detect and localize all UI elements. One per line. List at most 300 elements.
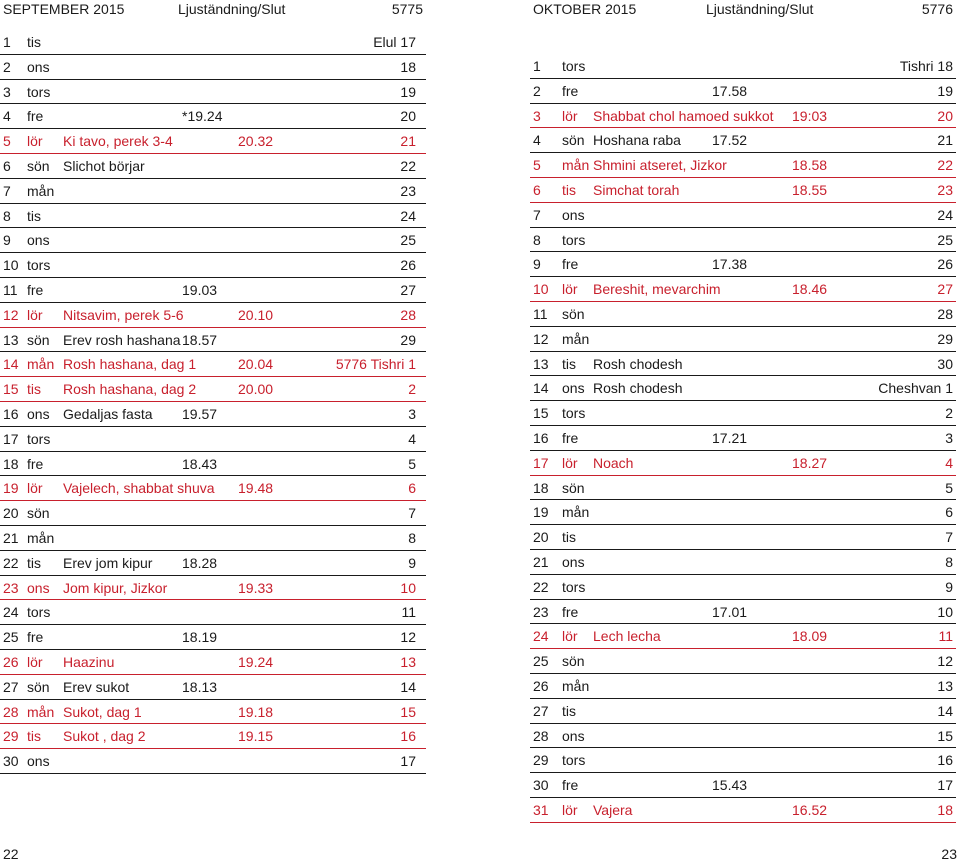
hebrew-date: 22: [400, 157, 416, 174]
day-number: 10: [3, 257, 19, 274]
hebrew-date: 16: [937, 752, 953, 769]
candle-time: 20.32: [238, 133, 274, 150]
candle-time: 20.00: [238, 381, 274, 398]
hebrew-date: 26: [937, 256, 953, 273]
weekday: sön: [27, 678, 50, 695]
table-row: [0, 179, 426, 204]
candle-time: 19.33: [238, 579, 274, 596]
hebrew-date: 21: [937, 132, 953, 149]
weekday: mån: [562, 157, 590, 174]
day-number: 15: [3, 381, 19, 398]
month-header: [530, 0, 956, 20]
candle-time: 20.10: [238, 306, 274, 323]
weekday: sön: [27, 157, 50, 174]
table-row: [530, 724, 956, 749]
weekday: tors: [27, 430, 51, 447]
hebrew-date: 29: [400, 331, 416, 348]
hebrew-year: 5775: [391, 1, 423, 17]
weekday: fre: [562, 256, 579, 273]
hebrew-date: 7: [408, 505, 416, 522]
event-name: Erev jom kipur: [63, 554, 153, 571]
table-row: [0, 724, 426, 749]
day-number: 12: [533, 330, 549, 347]
table-row: [0, 402, 426, 427]
candle-time: 19.03: [182, 281, 218, 298]
table-row: [530, 798, 956, 823]
day-number: 11: [3, 281, 18, 298]
day-number: 21: [3, 529, 19, 546]
month-title: SEPTEMBER 2015: [3, 1, 125, 17]
table-row: [530, 401, 956, 426]
hebrew-date: 24: [400, 207, 416, 224]
candle-time: 19:03: [792, 107, 828, 124]
day-number: 17: [3, 430, 19, 447]
candle-time: 18.58: [792, 157, 828, 174]
hebrew-date: 2: [408, 381, 416, 398]
column-title: Ljuständning/Slut: [178, 1, 286, 17]
candle-time: 18.55: [792, 181, 828, 198]
table-row: [530, 128, 956, 153]
table-row: [530, 203, 956, 228]
column-title: Ljuständning/Slut: [706, 1, 814, 17]
candle-time: 19.57: [182, 405, 218, 422]
hebrew-date: 12: [400, 629, 416, 646]
candle-time: 17.38: [712, 256, 748, 273]
weekday: fre: [27, 455, 44, 472]
hebrew-date: 27: [400, 281, 416, 298]
table-row: [530, 153, 956, 178]
day-number: 1: [533, 58, 541, 74]
hebrew-date: 18: [937, 801, 953, 818]
weekday: lör: [562, 801, 578, 818]
day-number: 14: [533, 380, 549, 397]
weekday: ons: [562, 727, 585, 744]
weekday: tis: [562, 355, 576, 372]
hebrew-date: 23: [937, 181, 953, 198]
day-number: 18: [3, 455, 19, 472]
day-number: 9: [3, 232, 11, 249]
day-number: 27: [3, 678, 19, 695]
candle-time: 17.58: [712, 82, 748, 99]
hebrew-date: 15: [400, 703, 416, 720]
weekday: fre: [27, 629, 44, 646]
hebrew-date: 5: [408, 455, 416, 472]
weekday: ons: [562, 553, 585, 570]
event-name: Vajelech, shabbat shuva: [63, 480, 215, 497]
hebrew-date: 8: [945, 553, 953, 570]
weekday: sön: [562, 653, 585, 670]
weekday: ons: [27, 579, 50, 596]
weekday: ons: [27, 753, 50, 770]
hebrew-date: 14: [937, 702, 953, 719]
candle-time: 17.52: [712, 132, 748, 149]
day-number: 2: [533, 82, 541, 99]
day-number: 23: [533, 603, 549, 620]
event-name: Ki tavo, perek 3-4: [63, 133, 173, 150]
hebrew-date: 15: [937, 727, 953, 744]
day-number: 3: [3, 83, 11, 100]
candle-time: 16.52: [792, 801, 828, 818]
hebrew-date: 25: [400, 232, 416, 249]
hebrew-date: 18: [400, 58, 416, 75]
day-number: 28: [3, 703, 19, 720]
weekday: ons: [27, 232, 50, 249]
hebrew-date: 8: [408, 529, 416, 546]
candle-time: 18.28: [182, 554, 218, 571]
day-number: 22: [533, 578, 549, 595]
weekday: sön: [562, 132, 585, 149]
table-row: [0, 80, 426, 105]
weekday: lör: [562, 454, 578, 471]
weekday: tors: [562, 752, 586, 769]
hebrew-date: 19: [937, 82, 953, 99]
day-number: 23: [3, 579, 19, 596]
day-number: 4: [533, 132, 541, 149]
table-row: [0, 204, 426, 229]
event-name: Shmini atseret, Jizkor: [593, 157, 727, 174]
table-row: [530, 252, 956, 277]
candle-time: 19.24: [238, 653, 274, 670]
day-number: 24: [533, 628, 549, 645]
table-row: [0, 427, 426, 452]
hebrew-date: 10: [400, 579, 416, 596]
weekday: tis: [27, 207, 41, 224]
candle-time: 19.48: [238, 480, 274, 497]
weekday: sön: [562, 479, 585, 496]
hebrew-date: 10: [937, 603, 953, 620]
event-name: Jom kipur, Jizkor: [63, 579, 168, 596]
weekday: lör: [27, 306, 43, 323]
day-number: 26: [3, 653, 19, 670]
table-row: [0, 675, 426, 700]
day-list: [0, 30, 426, 774]
day-number: 2: [3, 58, 11, 75]
day-number: 22: [3, 554, 19, 571]
weekday: fre: [27, 281, 44, 298]
day-number: 4: [3, 108, 11, 125]
table-row: [0, 452, 426, 477]
day-number: 21: [533, 553, 549, 570]
weekday: fre: [562, 82, 579, 99]
table-row: [0, 551, 426, 576]
table-row: [530, 600, 956, 625]
table-row: [0, 352, 426, 377]
day-number: 12: [3, 306, 19, 323]
weekday: lör: [27, 480, 43, 497]
hebrew-date: 30: [937, 355, 953, 372]
table-row: [530, 104, 956, 129]
table-row: [0, 749, 426, 774]
hebrew-date: 20: [400, 108, 416, 125]
candle-time: 18.43: [182, 455, 218, 472]
table-row: [0, 30, 426, 55]
day-number: 24: [3, 604, 19, 621]
event-name: Noach: [593, 454, 634, 471]
event-name: Rosh chodesh: [593, 380, 683, 397]
day-number: 18: [533, 479, 549, 496]
day-number: 15: [533, 405, 549, 422]
candle-time: 19.18: [238, 703, 274, 720]
table-row: [0, 600, 426, 625]
hebrew-date: 4: [945, 454, 953, 471]
october-calendar: [530, 0, 956, 818]
table-row: [0, 625, 426, 650]
day-number: 7: [533, 206, 541, 223]
table-row: [530, 426, 956, 451]
table-row: [530, 327, 956, 352]
table-row: [530, 352, 956, 377]
weekday: tis: [562, 181, 576, 198]
day-number: 29: [3, 728, 19, 745]
day-number: 13: [533, 355, 549, 372]
day-number: 30: [533, 777, 549, 794]
table-row: [0, 129, 426, 154]
candle-time: 20.04: [238, 356, 274, 373]
hebrew-date: 7: [945, 529, 953, 546]
day-number: 6: [533, 181, 541, 198]
weekday: tors: [562, 405, 586, 422]
weekday: lör: [27, 133, 43, 150]
candle-time: 18.19: [182, 629, 218, 646]
weekday: sön: [27, 505, 50, 522]
hebrew-date: Cheshvan 1: [878, 380, 953, 397]
weekday: mån: [27, 529, 55, 546]
candle-time: 17.21: [712, 429, 748, 446]
event-name: Erev rosh hashana: [63, 331, 181, 348]
hebrew-date: 11: [401, 604, 416, 621]
hebrew-date: 13: [937, 677, 953, 694]
day-number: 26: [533, 677, 549, 694]
weekday: tors: [562, 578, 586, 595]
day-number: 9: [533, 256, 541, 273]
weekday: fre: [562, 777, 579, 794]
day-number: 16: [3, 405, 19, 422]
weekday: tors: [562, 231, 586, 248]
event-name: Simchat torah: [593, 181, 680, 198]
september-calendar: [0, 0, 426, 770]
table-row: [0, 501, 426, 526]
weekday: tis: [27, 34, 41, 50]
table-row: [530, 302, 956, 327]
weekday: ons: [562, 380, 585, 397]
weekday: lör: [562, 628, 578, 645]
weekday: tors: [27, 257, 51, 274]
month-title: OKTOBER 2015: [533, 1, 637, 17]
day-number: 6: [3, 157, 11, 174]
month-header: [0, 0, 426, 20]
weekday: sön: [562, 305, 585, 322]
table-row: [530, 277, 956, 302]
day-number: 28: [533, 727, 549, 744]
hebrew-date: 17: [937, 777, 953, 794]
weekday: mån: [27, 182, 55, 199]
hebrew-date: 3: [945, 429, 953, 446]
hebrew-year: 5776: [921, 1, 953, 17]
day-number: 30: [3, 753, 19, 770]
hebrew-date: 23: [400, 182, 416, 199]
day-number: 7: [3, 182, 11, 199]
table-row: [0, 303, 426, 328]
event-name: Sukot , dag 2: [63, 728, 146, 745]
weekday: mån: [562, 504, 590, 521]
event-name: Sukot, dag 1: [63, 703, 142, 720]
event-name: Nitsavim, perek 5-6: [63, 306, 184, 323]
hebrew-date: 28: [400, 306, 416, 323]
weekday: tors: [562, 58, 586, 74]
table-row: [530, 228, 956, 253]
table-row: [0, 154, 426, 179]
hebrew-date: Tishri 18: [899, 58, 953, 74]
table-row: [530, 79, 956, 104]
day-number: 29: [533, 752, 549, 769]
hebrew-date: 24: [937, 206, 953, 223]
weekday: fre: [27, 108, 44, 125]
candle-time: 18.57: [182, 331, 218, 348]
hebrew-date: 28: [937, 305, 953, 322]
event-name: Rosh hashana, dag 2: [63, 381, 197, 398]
table-row: [530, 451, 956, 476]
candle-time: 18.27: [792, 454, 828, 471]
table-row: [530, 376, 956, 401]
event-name: Haazinu: [63, 653, 115, 670]
table-row: [530, 476, 956, 501]
day-number: 13: [3, 331, 19, 348]
day-number: 10: [533, 281, 549, 298]
weekday: tis: [562, 529, 576, 546]
day-number: 25: [3, 629, 19, 646]
weekday: ons: [562, 206, 585, 223]
hebrew-date: 29: [937, 330, 953, 347]
table-row: [530, 575, 956, 600]
page-number-left: 22: [3, 846, 19, 862]
table-row: [530, 649, 956, 674]
day-number: 19: [3, 480, 19, 497]
hebrew-date: 12: [937, 653, 953, 670]
candle-time: 18.09: [792, 628, 828, 645]
hebrew-date: Elul 17: [373, 34, 416, 50]
hebrew-date: 3: [408, 405, 416, 422]
table-row: [0, 526, 426, 551]
weekday: ons: [27, 405, 50, 422]
hebrew-date: 4: [408, 430, 416, 447]
weekday: sön: [27, 331, 50, 348]
day-number: 5: [533, 157, 541, 174]
event-name: Vajera: [593, 801, 633, 818]
hebrew-date: 26: [400, 257, 416, 274]
hebrew-date: 22: [937, 157, 953, 174]
weekday: fre: [562, 603, 579, 620]
hebrew-date: 9: [945, 578, 953, 595]
weekday: fre: [562, 429, 579, 446]
event-name: Erev sukot: [63, 678, 130, 695]
day-number: 8: [533, 231, 541, 248]
table-row: [530, 550, 956, 575]
hebrew-date: 19: [400, 83, 416, 100]
weekday: tors: [27, 83, 51, 100]
hebrew-date: 13: [400, 653, 416, 670]
hebrew-date: 14: [400, 678, 416, 695]
table-row: [530, 773, 956, 798]
hebrew-date: 6: [408, 480, 416, 497]
candle-time: 15.43: [712, 777, 748, 794]
table-row: [530, 624, 956, 649]
day-number: 17: [533, 454, 549, 471]
weekday: lör: [562, 281, 578, 298]
day-number: 14: [3, 356, 19, 373]
table-row: [530, 674, 956, 699]
table-row: [0, 476, 426, 501]
day-number: 31: [533, 801, 549, 818]
hebrew-date: 5: [945, 479, 953, 496]
day-number: 19: [533, 504, 549, 521]
table-row: [0, 278, 426, 303]
table-row: [530, 748, 956, 773]
table-row: [0, 55, 426, 80]
day-number: 5: [3, 133, 11, 150]
weekday: mån: [562, 677, 590, 694]
table-row: [530, 699, 956, 724]
weekday: lör: [562, 107, 578, 124]
hebrew-date: 11: [938, 628, 953, 645]
hebrew-date: 20: [937, 107, 953, 124]
day-number: 3: [533, 107, 541, 124]
weekday: ons: [27, 58, 50, 75]
weekday: tis: [27, 381, 41, 398]
table-row: [0, 328, 426, 353]
table-row: [530, 525, 956, 550]
hebrew-date: 21: [400, 133, 416, 150]
day-number: 25: [533, 653, 549, 670]
day-number: 27: [533, 702, 549, 719]
event-name: Bereshit, mevarchim: [593, 281, 721, 298]
weekday: mån: [27, 703, 55, 720]
table-row: [0, 228, 426, 253]
weekday: mån: [562, 330, 590, 347]
event-name: Lech lecha: [593, 628, 661, 645]
candle-time: 18.13: [182, 678, 218, 695]
hebrew-date: 25: [937, 231, 953, 248]
day-number: 16: [533, 429, 549, 446]
weekday: lör: [27, 653, 43, 670]
hebrew-date: 6: [945, 504, 953, 521]
candle-time: 18.46: [792, 281, 828, 298]
event-name: Rosh chodesh: [593, 355, 683, 372]
weekday: mån: [27, 356, 55, 373]
table-row: [530, 54, 956, 79]
hebrew-date: 9: [408, 554, 416, 571]
hebrew-date: 2: [945, 405, 953, 422]
hebrew-date: 16: [400, 728, 416, 745]
event-name: Shabbat chol hamoed sukkot: [593, 107, 774, 124]
weekday: tors: [27, 604, 51, 621]
day-number: 20: [533, 529, 549, 546]
table-row: [530, 178, 956, 203]
table-row: [0, 650, 426, 675]
event-name: Gedaljas fasta: [63, 405, 153, 422]
table-row: [0, 253, 426, 278]
event-name: Slichot börjar: [63, 157, 145, 174]
weekday: tis: [562, 702, 576, 719]
candle-time: 17.01: [712, 603, 748, 620]
candle-time: 19.15: [238, 728, 274, 745]
candle-time: *19.24: [182, 108, 223, 125]
event-name: Rosh hashana, dag 1: [63, 356, 197, 373]
weekday: tis: [27, 728, 41, 745]
page-number-right: 23: [941, 846, 957, 862]
day-number: 8: [3, 207, 11, 224]
table-row: [0, 377, 426, 402]
day-number: 1: [3, 34, 11, 50]
